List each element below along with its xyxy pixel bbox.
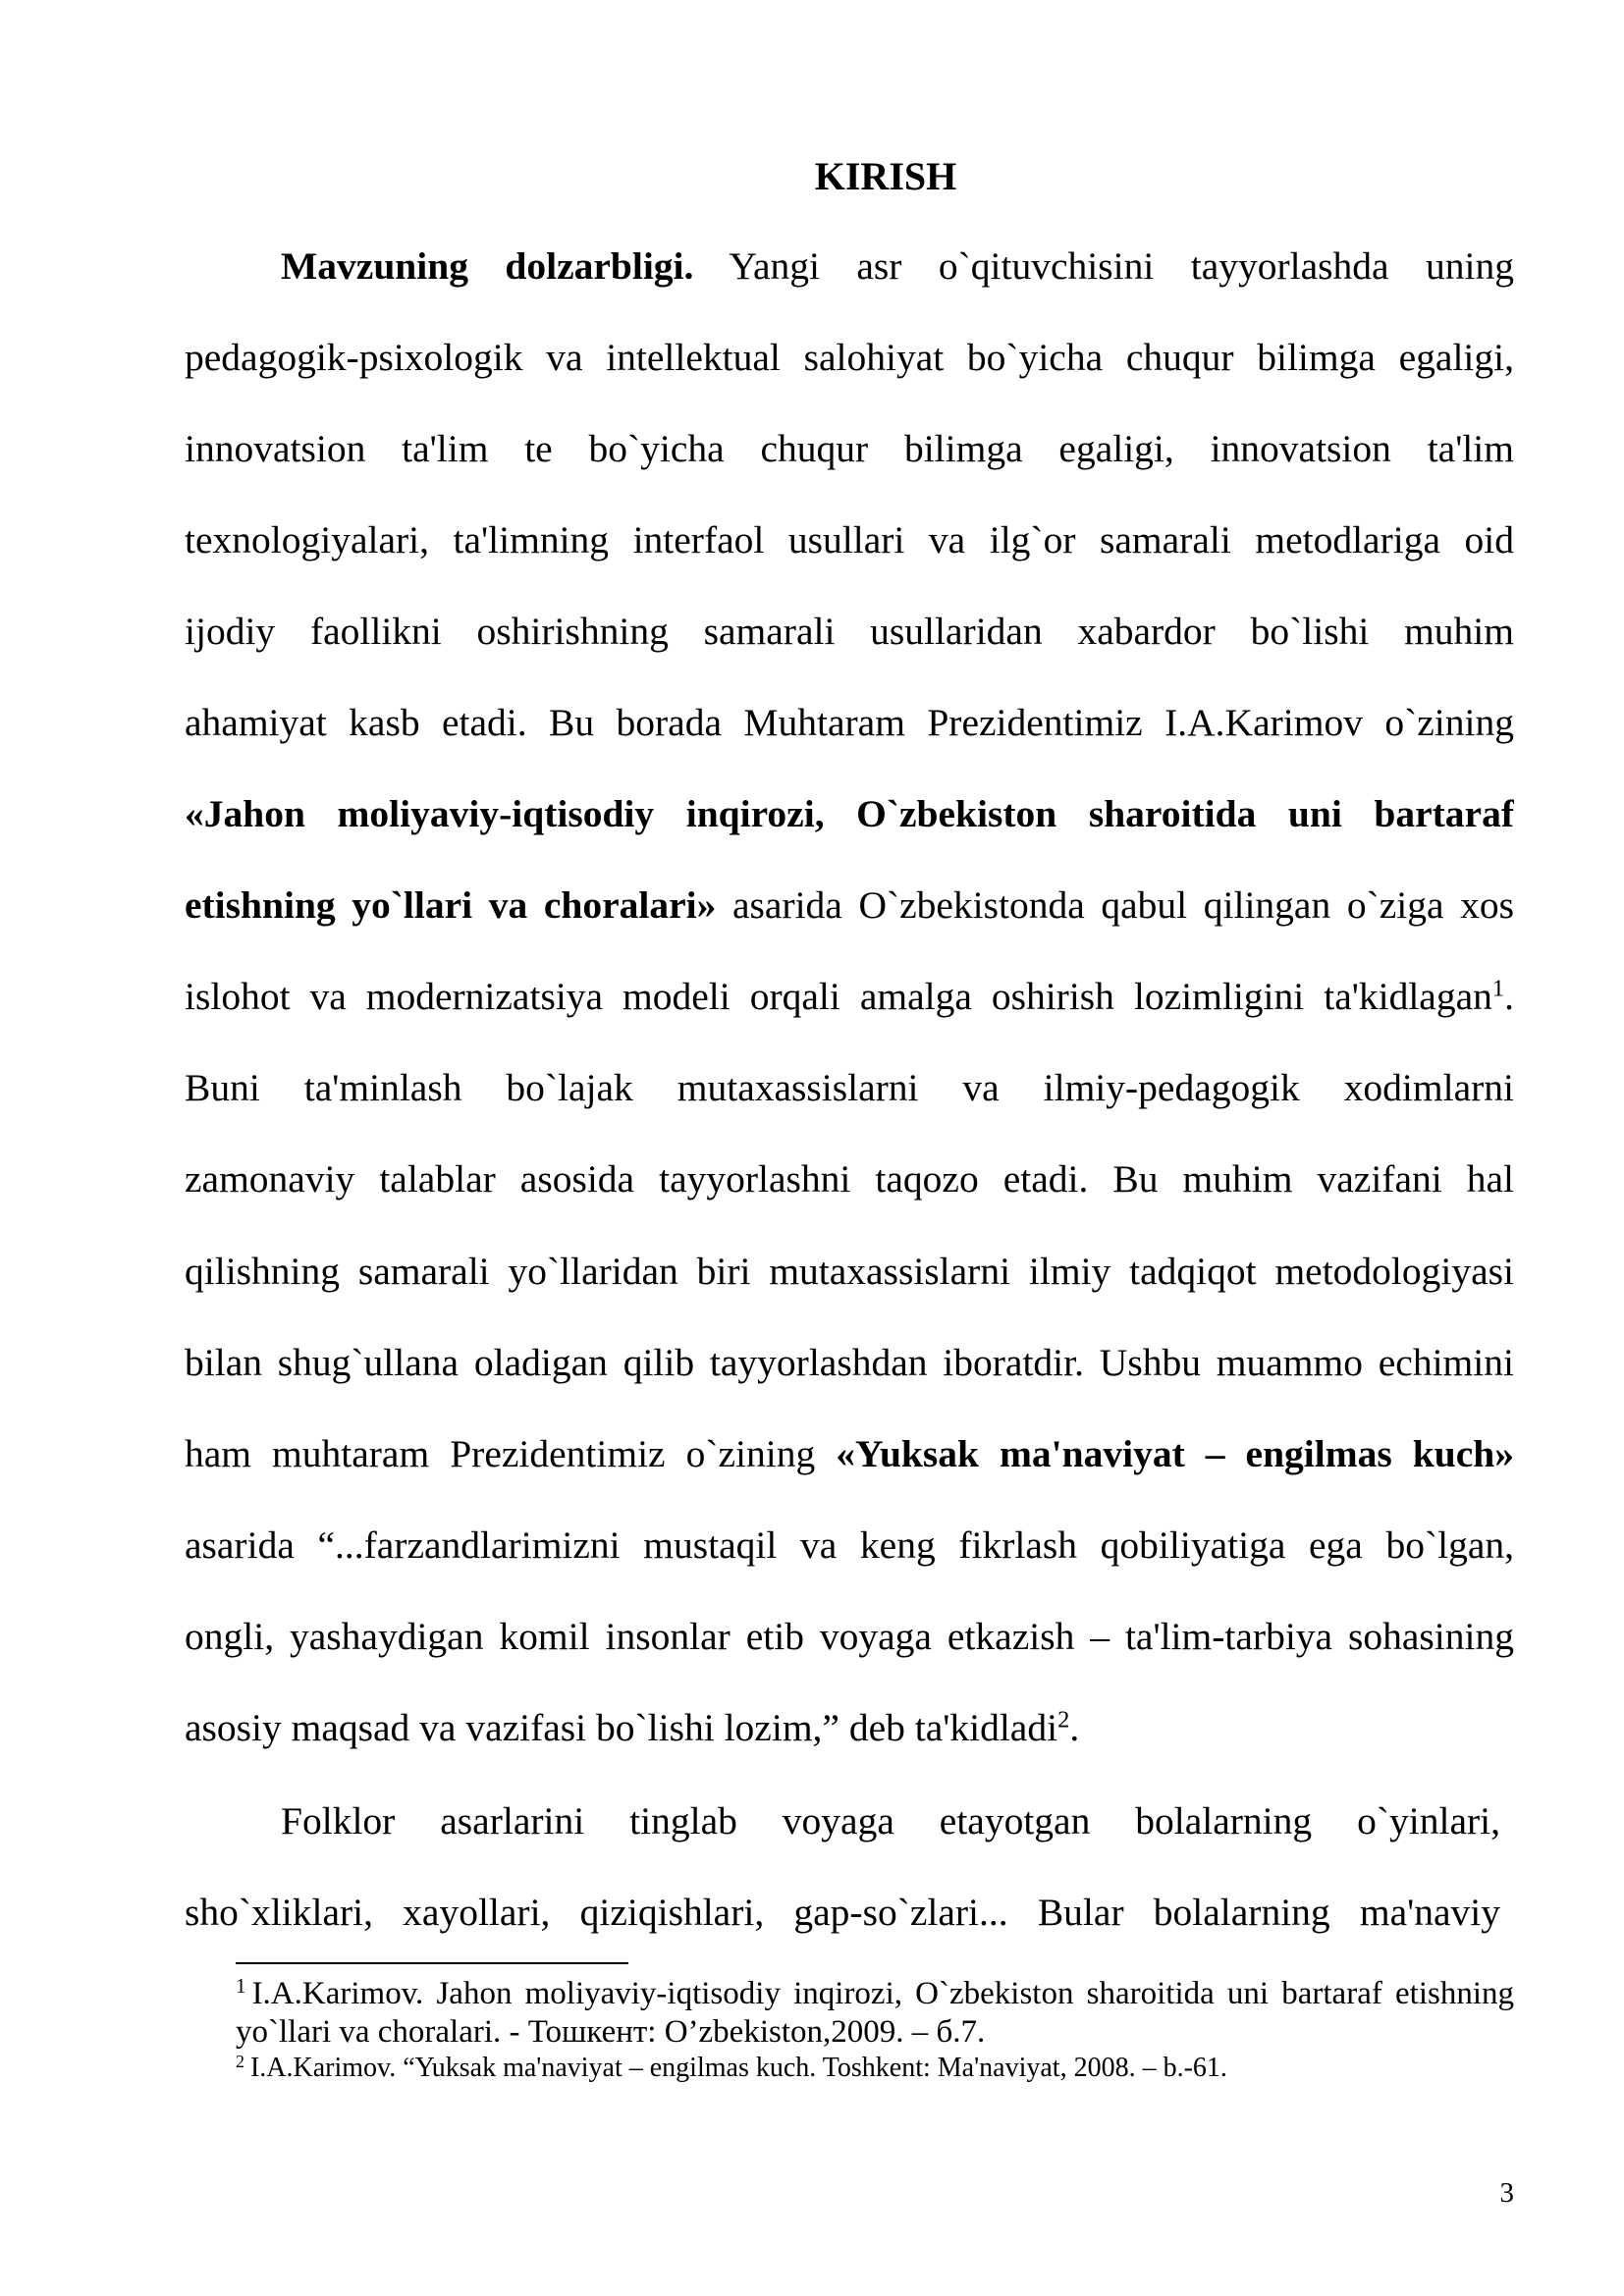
text-line [185,1317,1514,1409]
text-line [185,769,1514,860]
bold-text-run: Mavzuning dolzarbligi. [281,244,694,288]
text-run: ijodiy faollikni oshirishning samarali usullaridan xabardor bo`lishi muhim [185,610,1514,654]
text-line [185,495,1514,586]
text-line [185,312,1514,403]
text-run: Yangi asr o`qituvchisini tayyorlashda uning [693,244,1514,288]
footnote-line [236,1975,1514,2013]
bold-text-run: «Jahon moliyaviy-iqtisodiy inqirozi, O`zbekiston sharoitida uni bartaraf [185,792,1514,836]
text-line [185,677,1514,769]
text-run: ongli, yashaydigan komil insonlar etib voyaga etkazish – ta'lim-tarbiya sohasining [185,1614,1514,1658]
text-line [185,1409,1514,1500]
footnote-mark: 1 [236,1975,246,1999]
footnote-text: yo`llari va choralari. - Тошкент: O’zbekiston,2009. – б.7. [236,2014,986,2050]
text-run: qilishning samarali yo`llaridan biri mutaxassislarni ilmiy tadqiqot metodologiyasi [185,1249,1514,1293]
text-line [185,1776,1500,1867]
text-run: asosiy maqsad va vazifasi bo`lishi lozim,” deb ta'kidladi [185,1705,1058,1749]
footnote-mark: 2 [236,2052,244,2072]
text-run: ahamiyat kasb etadi. Bu borada Muhtaram Prezidentimiz I.A.Karimov o`zining [185,701,1514,745]
text-run: . [1069,1705,1080,1749]
text-line [185,860,1514,951]
bold-text-run: etishning yo`llari va choralari» [185,883,717,928]
page-number: 3 [1499,2177,1514,2209]
text-run: zamonaviy talablar asosida tayyorlashni taqozo etadi. Bu muhim vazifani hal [185,1157,1514,1201]
text-line [185,403,1514,495]
bold-text-run: «Yuksak ma'naviyat – engilmas kuch» [836,1431,1514,1475]
text-line [185,951,1514,1042]
text-run: Buni ta'minlash bo`lajak mutaxassislarni va ilmiy-pedagogik xodimlarni [185,1066,1514,1110]
text-run: ham muhtaram Prezidentimiz o`zining [185,1431,837,1475]
footnote-ref: 2 [1057,1706,1070,1734]
text-line [185,1682,1514,1774]
footnote-separator [236,1962,628,1964]
footnote-line [236,2013,1514,2052]
text-run: texnologiyalari, ta'limning interfaol usullari va ilg`or samarali metodlariga oid [185,518,1514,562]
text-run: sho`xliklari, xayollari, qiziqishlari, gap-so`zlari... Bular bolalarning ma'naviy [185,1890,1500,1934]
text-run: innovatsion ta'lim te bo`yicha chuqur bilimga egaligi, innovatsion ta'lim [185,427,1514,471]
paragraph [185,221,1514,1774]
body-text [185,221,1514,1958]
paragraph [185,1776,1514,1958]
footnote-text: I.A.Karimov. “Yuksak ma'naviyat – engilmas kuch. Toshkent: Ma'naviyat, 2008. – b.-61. [249,2053,1227,2083]
text-line [185,1134,1514,1225]
footnote [236,2052,1514,2084]
text-line [185,1226,1514,1317]
text-line [185,221,1514,312]
text-run: islohot va modernizatsiya modeli orqali amalga oshirish lozimligini ta'kidlagan [185,975,1492,1019]
footnote-ref: 1 [1491,975,1505,1002]
footnotes [236,1975,1514,2084]
footnote-text: I.A.Karimov. Jahon moliyaviy-iqtisodiy inqirozi, O`zbekiston sharoitida uni bartaraf etishning [251,1976,1514,2011]
footnote-line [236,2052,1514,2084]
text-run: pedagogik-psixologik va intellektual salohiyat bo`yicha chuqur bilimga egaligi, [185,336,1514,380]
text-line [185,1500,1514,1591]
text-line [185,586,1514,677]
text-run: Folklor asarlarini tinglab voyaga etayotgan bolalarning o`yinlari, [281,1798,1500,1842]
footnote [236,1975,1514,2052]
text-line [185,1042,1514,1134]
text-run: bilan shug`ullana oladigan qilib tayyorlashdan iboratdir. Ushbu muammo echimini [185,1340,1514,1384]
text-run: asarida “...farzandlarimizni mustaqil va keng fikrlash qobiliyatiga ega bo`lgan, [185,1522,1514,1567]
text-line [185,1591,1514,1682]
text-run: . [1504,975,1514,1019]
text-line [185,1867,1500,1958]
text-run: asarida O`zbekistonda qabul qilingan o`ziga xos [716,883,1514,928]
page-title: KIRISH [814,154,957,198]
